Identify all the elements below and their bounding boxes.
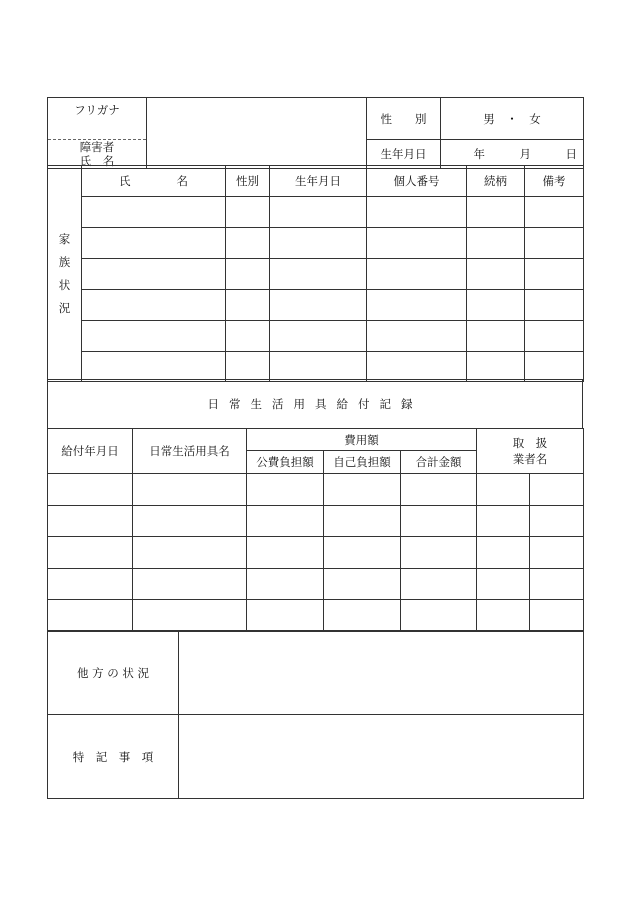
family-cell[interactable] — [467, 259, 525, 290]
record-cell[interactable] — [247, 474, 324, 506]
special-notes-field[interactable] — [179, 715, 584, 799]
col-header-cost: 費用額 — [247, 429, 477, 451]
family-cell[interactable] — [226, 228, 270, 259]
gender-value[interactable]: 男 ・ 女 — [441, 98, 584, 140]
record-cell[interactable] — [247, 600, 324, 632]
dob-label: 生年月日 — [367, 140, 441, 169]
table-row — [48, 506, 584, 537]
family-cell[interactable] — [270, 352, 367, 382]
record-cell[interactable] — [133, 600, 247, 632]
record-cell[interactable] — [324, 506, 401, 537]
record-cell[interactable] — [48, 506, 133, 537]
family-section-label — [48, 166, 82, 382]
notes-table — [47, 630, 584, 799]
record-cell[interactable] — [401, 537, 477, 569]
record-cell[interactable] — [401, 600, 477, 632]
record-cell[interactable] — [530, 600, 584, 632]
family-cell[interactable] — [82, 290, 226, 321]
applicant-table — [47, 97, 584, 169]
table-row — [48, 197, 584, 228]
gender-label: 性 別 — [367, 98, 441, 140]
record-cell[interactable] — [401, 569, 477, 600]
table-row — [48, 569, 584, 600]
col-header-personal-number: 個人番号 — [367, 166, 467, 197]
record-cell[interactable] — [477, 474, 530, 506]
family-cell[interactable] — [226, 352, 270, 382]
col-header-date: 給付年月日 — [48, 429, 133, 474]
family-label-char: 状 — [58, 277, 71, 292]
name-label-line2: 氏 名 — [79, 154, 115, 168]
col-header-remarks: 備考 — [525, 166, 584, 197]
col-header-total: 合計金額 — [401, 451, 477, 474]
record-cell[interactable] — [48, 569, 133, 600]
family-cell[interactable] — [467, 352, 525, 382]
col-header-dob: 生年月日 — [270, 166, 367, 197]
record-cell[interactable] — [133, 537, 247, 569]
family-cell[interactable] — [270, 228, 367, 259]
family-cell[interactable] — [82, 228, 226, 259]
record-cell[interactable] — [247, 506, 324, 537]
family-cell[interactable] — [367, 228, 467, 259]
record-cell[interactable] — [530, 537, 584, 569]
record-cell[interactable] — [48, 537, 133, 569]
family-label-char: 族 — [58, 254, 71, 269]
family-cell[interactable] — [367, 352, 467, 382]
table-row — [48, 352, 584, 382]
family-cell[interactable] — [467, 228, 525, 259]
family-cell[interactable] — [525, 290, 584, 321]
record-cell[interactable] — [530, 474, 584, 506]
record-cell[interactable] — [401, 506, 477, 537]
furigana-field[interactable] — [147, 98, 367, 169]
record-cell[interactable] — [530, 506, 584, 537]
record-cell[interactable] — [247, 537, 324, 569]
family-cell[interactable] — [82, 321, 226, 352]
family-cell[interactable] — [525, 228, 584, 259]
col-header-vendor — [477, 429, 584, 474]
table-row — [48, 321, 584, 352]
family-cell[interactable] — [82, 352, 226, 382]
record-cell[interactable] — [477, 537, 530, 569]
family-cell[interactable] — [226, 321, 270, 352]
family-table — [47, 165, 584, 382]
col-header-self: 自己負担額 — [324, 451, 401, 474]
table-row — [48, 259, 584, 290]
family-cell[interactable] — [467, 290, 525, 321]
record-table — [47, 428, 584, 632]
family-cell[interactable] — [367, 321, 467, 352]
col-header-gender: 性別 — [226, 166, 270, 197]
family-label-char: 況 — [58, 300, 71, 315]
record-cell[interactable] — [324, 474, 401, 506]
record-cell[interactable] — [247, 569, 324, 600]
family-cell[interactable] — [525, 197, 584, 228]
record-title: 日常生活用具給付記録 — [48, 380, 583, 429]
table-row — [48, 474, 584, 506]
record-cell[interactable] — [530, 569, 584, 600]
record-cell[interactable] — [324, 600, 401, 632]
family-label-char: 家 — [58, 231, 71, 246]
record-cell[interactable] — [324, 537, 401, 569]
record-cell[interactable] — [133, 474, 247, 506]
family-cell[interactable] — [270, 197, 367, 228]
col-header-relation: 続柄 — [467, 166, 525, 197]
family-cell[interactable] — [226, 259, 270, 290]
family-cell[interactable] — [270, 290, 367, 321]
family-cell[interactable] — [226, 290, 270, 321]
table-row — [48, 290, 584, 321]
family-cell[interactable] — [82, 259, 226, 290]
vendor-label-line2: 業者名 — [512, 452, 548, 466]
family-cell[interactable] — [467, 321, 525, 352]
family-cell[interactable] — [367, 290, 467, 321]
table-row — [48, 600, 584, 632]
dob-value[interactable]: 年 月 日 — [441, 140, 584, 169]
col-header-public: 公費負担額 — [247, 451, 324, 474]
table-row — [48, 228, 584, 259]
family-cell[interactable] — [525, 352, 584, 382]
record-cell[interactable] — [401, 474, 477, 506]
col-header-item: 日常生活用具名 — [133, 429, 247, 474]
family-cell[interactable] — [367, 259, 467, 290]
family-cell[interactable] — [467, 197, 525, 228]
family-cell[interactable] — [226, 197, 270, 228]
record-title-table — [47, 379, 583, 429]
name-label-line1: 障害者 — [79, 140, 115, 154]
record-cell[interactable] — [477, 569, 530, 600]
col-header-name: 氏 名 — [82, 166, 226, 197]
furigana-label: フリガナ — [48, 98, 147, 140]
record-cell[interactable] — [48, 474, 133, 506]
record-cell[interactable] — [133, 569, 247, 600]
other-status-label: 他 方 の 状 況 — [48, 631, 179, 715]
record-cell[interactable] — [477, 600, 530, 632]
family-cell[interactable] — [270, 259, 367, 290]
record-cell[interactable] — [477, 506, 530, 537]
record-cell[interactable] — [324, 569, 401, 600]
vendor-label-line1: 取 扱 — [512, 436, 548, 450]
family-cell[interactable] — [270, 321, 367, 352]
family-cell[interactable] — [367, 197, 467, 228]
record-cell[interactable] — [133, 506, 247, 537]
family-cell[interactable] — [525, 259, 584, 290]
family-cell[interactable] — [525, 321, 584, 352]
record-cell[interactable] — [48, 600, 133, 632]
special-notes-label: 特 記 事 項 — [48, 715, 179, 799]
family-cell[interactable] — [82, 197, 226, 228]
table-row — [48, 537, 584, 569]
other-status-field[interactable] — [179, 631, 584, 715]
